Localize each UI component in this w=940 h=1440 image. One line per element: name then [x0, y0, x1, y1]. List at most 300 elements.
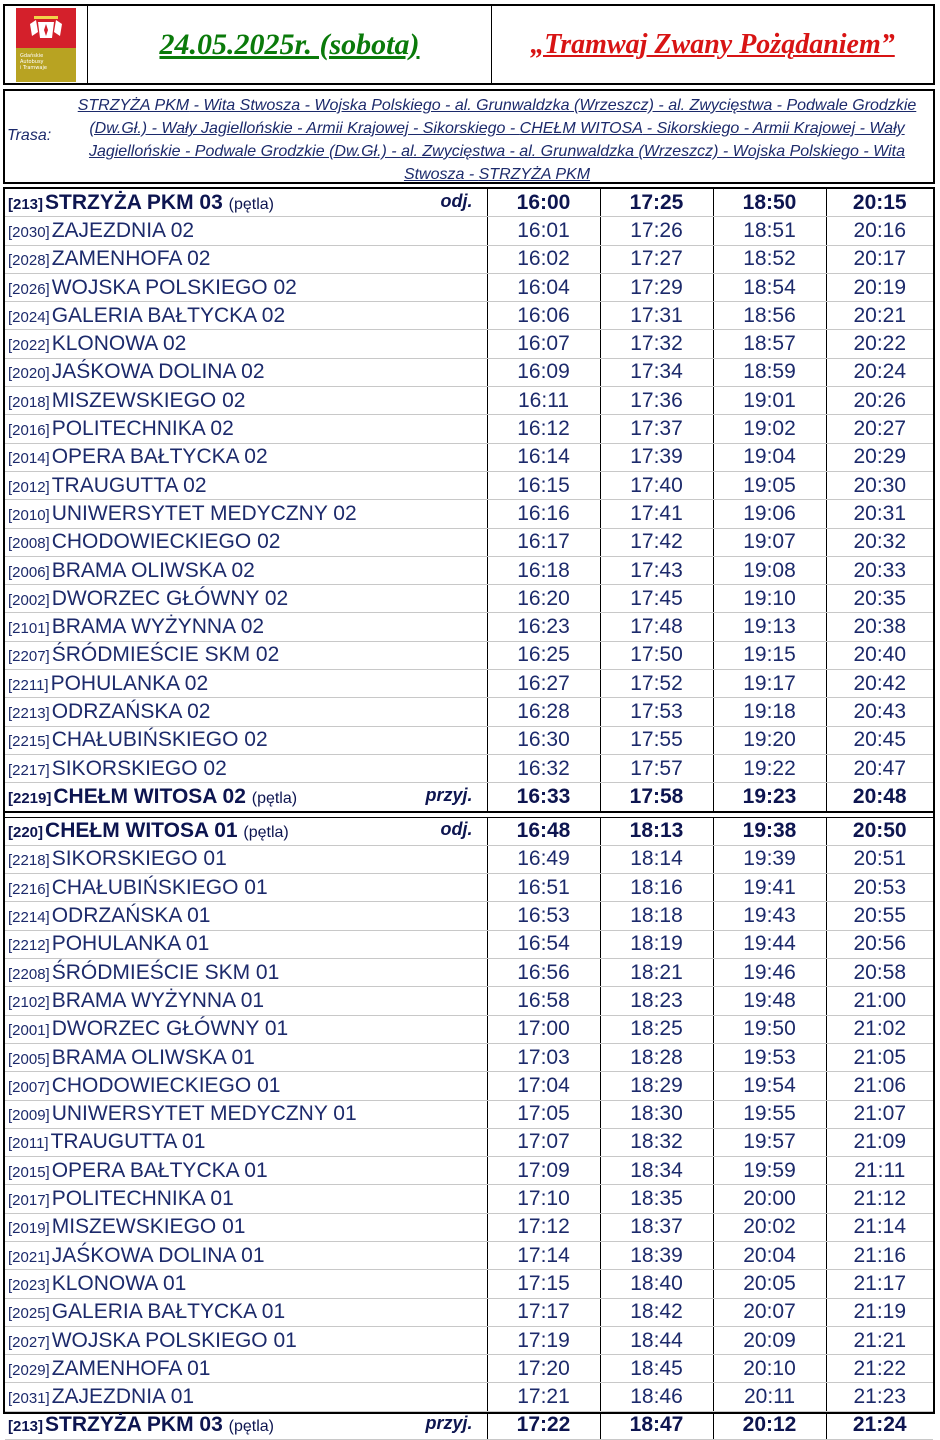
stop-code: [2026] — [8, 280, 50, 298]
departure-time: 20:42 — [826, 670, 933, 698]
departure-time: 20:29 — [826, 443, 933, 471]
direction-label: odj. — [440, 190, 473, 211]
stop-cell — [5, 500, 487, 528]
stop-name: OPERA BAŁTYCKA 01 — [51, 1158, 268, 1182]
stop-cell — [5, 528, 487, 556]
departure-time: 21:22 — [826, 1355, 933, 1383]
stop-cell — [5, 585, 487, 613]
stop-cell — [5, 930, 487, 958]
departure-time: 17:20 — [487, 1355, 600, 1383]
stop-cell — [5, 1128, 487, 1156]
departure-time: 20:09 — [713, 1326, 826, 1354]
departure-time: 19:53 — [713, 1043, 826, 1071]
stop-name: ŚRÓDMIEŚCIE SKM 02 — [51, 643, 280, 667]
stop-name: WOJSKA POLSKIEGO 02 — [51, 275, 297, 299]
terminus-row — [5, 1411, 933, 1439]
departure-time: 21:17 — [826, 1270, 933, 1298]
departure-time: 20:02 — [713, 1213, 826, 1241]
departure-time: 19:43 — [713, 902, 826, 930]
table-row — [5, 528, 933, 556]
departure-time: 18:14 — [600, 845, 713, 873]
stop-name: KLONOWA 02 — [51, 332, 187, 356]
departure-time: 18:19 — [600, 930, 713, 958]
departure-time: 16:20 — [487, 585, 600, 613]
loop-label: (pętla) — [251, 789, 298, 807]
departure-time: 17:27 — [600, 245, 713, 273]
stop-name: CHEŁM WITOSA 01 — [45, 819, 238, 843]
stop-code: [2030] — [8, 223, 50, 241]
stop-code: [2208] — [8, 965, 50, 983]
departure-time: 20:32 — [826, 528, 933, 556]
departure-time: 21:09 — [826, 1128, 933, 1156]
stop-name: ZAJEZDNIA 02 — [51, 218, 195, 242]
stop-name: SIKORSKIEGO 02 — [51, 756, 227, 780]
departure-time: 17:39 — [600, 443, 713, 471]
departure-time: 19:44 — [713, 930, 826, 958]
departure-time: 20:50 — [826, 817, 933, 845]
timetable — [3, 187, 935, 1437]
departure-time: 17:29 — [600, 273, 713, 301]
departure-time: 17:19 — [487, 1326, 600, 1354]
departure-time: 17:14 — [487, 1241, 600, 1269]
departure-time: 20:31 — [826, 500, 933, 528]
stop-cell — [5, 273, 487, 301]
gait-logo — [16, 8, 76, 82]
departure-time: 21:14 — [826, 1213, 933, 1241]
departure-time: 20:33 — [826, 556, 933, 584]
tram-name-cell — [492, 6, 933, 83]
table-row — [5, 1185, 933, 1213]
table-row — [5, 698, 933, 726]
route-label: Trasa: — [7, 127, 52, 144]
departure-time: 20:11 — [713, 1383, 826, 1411]
departure-time: 20:17 — [826, 245, 933, 273]
stop-code: [2214] — [8, 909, 50, 927]
departure-time: 18:18 — [600, 902, 713, 930]
departure-time: 20:22 — [826, 330, 933, 358]
departure-time: 17:45 — [600, 585, 713, 613]
table-row — [5, 1015, 933, 1043]
departure-time: 20:05 — [713, 1270, 826, 1298]
stop-cell — [5, 754, 487, 782]
stop-code: [2027] — [8, 1333, 50, 1351]
departure-time: 18:56 — [713, 302, 826, 330]
departure-time: 18:54 — [713, 273, 826, 301]
table-row — [5, 500, 933, 528]
stop-name: MISZEWSKIEGO 02 — [51, 388, 246, 412]
header-bar — [3, 4, 935, 85]
departure-time: 19:59 — [713, 1157, 826, 1185]
stop-name: BRAMA WYŻYNNA 01 — [51, 988, 265, 1012]
stop-cell — [5, 817, 487, 845]
departure-time: 20:12 — [713, 1411, 826, 1439]
table-row — [5, 273, 933, 301]
stop-name: ODRZAŃSKA 02 — [51, 699, 211, 723]
departure-time: 20:10 — [713, 1355, 826, 1383]
stop-name: WOJSKA POLSKIEGO 01 — [51, 1328, 297, 1352]
departure-time: 20:27 — [826, 415, 933, 443]
departure-time: 16:11 — [487, 387, 600, 415]
direction-label: odj. — [440, 819, 473, 840]
departure-time: 18:35 — [600, 1185, 713, 1213]
departure-time: 19:01 — [713, 387, 826, 415]
stop-name: POHULANKA 01 — [51, 932, 210, 956]
departure-time: 21:00 — [826, 987, 933, 1015]
loop-label: (pętla) — [228, 1418, 274, 1436]
departure-time: 18:30 — [600, 1100, 713, 1128]
stop-name: MISZEWSKIEGO 01 — [51, 1215, 246, 1239]
departure-time: 21:19 — [826, 1298, 933, 1326]
departure-time: 16:56 — [487, 959, 600, 987]
departure-time: 17:50 — [600, 641, 713, 669]
departure-time: 18:34 — [600, 1157, 713, 1185]
stop-name: GALERIA BAŁTYCKA 02 — [51, 303, 286, 327]
stop-name: JAŚKOWA DOLINA 01 — [51, 1243, 265, 1267]
departure-time: 17:53 — [600, 698, 713, 726]
table-row — [5, 670, 933, 698]
departure-time: 19:07 — [713, 528, 826, 556]
stop-code: [2019] — [8, 1220, 50, 1238]
stop-name: ZAJEZDNIA 01 — [51, 1385, 195, 1409]
stop-code: [2011] — [8, 1135, 49, 1153]
stop-cell — [5, 726, 487, 754]
stop-code: [2207] — [8, 648, 50, 666]
departure-time: 19:18 — [713, 698, 826, 726]
departure-time: 17:57 — [600, 754, 713, 782]
table-row — [5, 613, 933, 641]
stop-cell — [5, 1383, 487, 1411]
stop-code: [2010] — [8, 506, 50, 524]
route-panel — [3, 89, 935, 184]
route-streets: - Sikorskiego - Armii Krajowej - Wały Jagiellońskie - Podwale Grodzkie (Dw.Gł.) - al. Zwycięstwa - al. Grunwaldzka (Wrzeszcz) - Wojska Polskiego - Wita Stwosza - — [88, 120, 906, 183]
table-row — [5, 1326, 933, 1354]
departure-time: 18:13 — [600, 817, 713, 845]
table-row — [5, 387, 933, 415]
departure-time: 19:06 — [713, 500, 826, 528]
departure-time: 18:16 — [600, 874, 713, 902]
stop-cell — [5, 1355, 487, 1383]
stop-code: [213] — [8, 1418, 44, 1436]
departure-time: 16:51 — [487, 874, 600, 902]
stop-code: [2025] — [8, 1305, 50, 1323]
departure-time: 17:48 — [600, 613, 713, 641]
departure-time: 17:31 — [600, 302, 713, 330]
service-date: 24.05.2025r. (sobota) — [159, 27, 420, 61]
stop-code: [220] — [8, 824, 44, 842]
departure-time: 18:46 — [600, 1383, 713, 1411]
stop-cell — [5, 783, 487, 812]
departure-time: 20:58 — [826, 959, 933, 987]
departure-time: 20:15 — [826, 189, 933, 217]
departure-time: 18:42 — [600, 1298, 713, 1326]
departure-time: 16:48 — [487, 817, 600, 845]
stop-name: BRAMA WYŻYNNA 02 — [51, 615, 265, 639]
table-row — [5, 874, 933, 902]
direction-label: przyj. — [425, 1413, 473, 1434]
departure-time: 16:04 — [487, 273, 600, 301]
stop-code: [2017] — [8, 1192, 50, 1210]
stop-cell — [5, 245, 487, 273]
stop-cell — [5, 1270, 487, 1298]
departure-time: 17:52 — [600, 670, 713, 698]
stop-code: [2023] — [8, 1276, 50, 1294]
departure-time: 20:51 — [826, 845, 933, 873]
stop-cell — [5, 1411, 487, 1439]
terminus-row — [5, 817, 933, 845]
stop-cell — [5, 471, 487, 499]
stop-cell — [5, 1157, 487, 1185]
stop-name: CHODOWIECKIEGO 02 — [51, 530, 281, 554]
table-row — [5, 358, 933, 386]
departure-time: 20:21 — [826, 302, 933, 330]
departure-time: 21:12 — [826, 1185, 933, 1213]
departure-time: 18:52 — [713, 245, 826, 273]
departure-time: 18:32 — [600, 1128, 713, 1156]
table-row — [5, 959, 933, 987]
date-cell — [88, 6, 492, 83]
table-row — [5, 245, 933, 273]
stop-name: SIKORSKIEGO 01 — [51, 847, 227, 871]
table-row — [5, 330, 933, 358]
departure-time: 16:15 — [487, 471, 600, 499]
departure-time: 17:15 — [487, 1270, 600, 1298]
departure-time: 18:37 — [600, 1213, 713, 1241]
departure-time: 20:16 — [826, 217, 933, 245]
table-row — [5, 1383, 933, 1411]
stop-cell — [5, 670, 487, 698]
stop-cell — [5, 358, 487, 386]
departure-time: 18:21 — [600, 959, 713, 987]
stop-cell — [5, 1326, 487, 1354]
stop-cell — [5, 613, 487, 641]
stop-cell — [5, 302, 487, 330]
stop-name: ŚRÓDMIEŚCIE SKM 01 — [51, 960, 280, 984]
terminus-row — [5, 189, 933, 217]
departure-time: 19:13 — [713, 613, 826, 641]
stop-name: POHULANKA 02 — [50, 671, 209, 695]
stop-code: [2101] — [8, 620, 50, 638]
departure-time: 17:40 — [600, 471, 713, 499]
stop-cell — [5, 845, 487, 873]
departure-time: 16:58 — [487, 987, 600, 1015]
stop-name: CHEŁM WITOSA 02 — [53, 784, 246, 808]
stop-name: STRZYŻA PKM 03 — [45, 1413, 223, 1437]
departure-time: 16:49 — [487, 845, 600, 873]
departure-time: 19:54 — [713, 1072, 826, 1100]
departure-time: 21:21 — [826, 1326, 933, 1354]
departure-time: 21:07 — [826, 1100, 933, 1128]
stop-name: TRAUGUTTA 01 — [50, 1130, 206, 1154]
departure-time: 17:09 — [487, 1157, 600, 1185]
table-row — [5, 1043, 933, 1071]
departure-time: 16:30 — [487, 726, 600, 754]
departure-time: 19:17 — [713, 670, 826, 698]
departure-time: 21:11 — [826, 1157, 933, 1185]
stop-name: KLONOWA 01 — [51, 1271, 187, 1295]
departure-time: 19:41 — [713, 874, 826, 902]
departure-time: 21:06 — [826, 1072, 933, 1100]
departure-time: 20:45 — [826, 726, 933, 754]
departure-time: 20:53 — [826, 874, 933, 902]
departure-time: 17:32 — [600, 330, 713, 358]
stop-name: JAŚKOWA DOLINA 02 — [51, 360, 265, 384]
table-row — [5, 1100, 933, 1128]
stop-cell — [5, 1298, 487, 1326]
departure-time: 18:39 — [600, 1241, 713, 1269]
departure-time: 19:02 — [713, 415, 826, 443]
stop-code: [2012] — [8, 478, 50, 496]
departure-time: 17:10 — [487, 1185, 600, 1213]
departure-time: 16:32 — [487, 754, 600, 782]
stop-code: [2007] — [8, 1078, 50, 1096]
departure-time: 19:50 — [713, 1015, 826, 1043]
departure-time: 21:23 — [826, 1383, 933, 1411]
stop-code: [2001] — [8, 1022, 50, 1040]
stop-code: [2211] — [8, 676, 49, 694]
departure-time: 17:04 — [487, 1072, 600, 1100]
departure-time: 20:47 — [826, 754, 933, 782]
table-row — [5, 556, 933, 584]
stop-code: [2215] — [8, 733, 50, 751]
departure-time: 16:06 — [487, 302, 600, 330]
departure-time: 18:47 — [600, 1411, 713, 1439]
stop-cell — [5, 987, 487, 1015]
route-terminus: CHEŁM WITOSA — [519, 120, 643, 137]
stop-cell — [5, 641, 487, 669]
departure-time: 19:38 — [713, 817, 826, 845]
departure-time: 16:25 — [487, 641, 600, 669]
departure-time: 16:27 — [487, 670, 600, 698]
table-row — [5, 1241, 933, 1269]
table-row — [5, 1157, 933, 1185]
departure-time: 20:26 — [826, 387, 933, 415]
departure-time: 18:44 — [600, 1326, 713, 1354]
stop-cell — [5, 1213, 487, 1241]
departure-time: 20:24 — [826, 358, 933, 386]
departure-time: 16:18 — [487, 556, 600, 584]
stop-code: [2212] — [8, 937, 50, 955]
departure-time: 20:19 — [826, 273, 933, 301]
departure-time: 20:55 — [826, 902, 933, 930]
departure-time: 20:56 — [826, 930, 933, 958]
departure-time: 16:54 — [487, 930, 600, 958]
stop-code: [2031] — [8, 1390, 50, 1408]
stop-cell — [5, 1241, 487, 1269]
stop-cell — [5, 1072, 487, 1100]
departure-time: 21:02 — [826, 1015, 933, 1043]
stop-name: DWORZEC GŁÓWNY 02 — [51, 586, 289, 610]
stop-name: OPERA BAŁTYCKA 02 — [51, 445, 268, 469]
departure-time: 18:50 — [713, 189, 826, 217]
departure-time: 20:40 — [826, 641, 933, 669]
departure-time: 18:29 — [600, 1072, 713, 1100]
departure-time: 18:25 — [600, 1015, 713, 1043]
stop-name: STRZYŻA PKM 03 — [45, 190, 223, 214]
departure-time: 16:12 — [487, 415, 600, 443]
departure-time: 16:33 — [487, 783, 600, 812]
table-row — [5, 1072, 933, 1100]
stop-name: UNIWERSYTET MEDYCZNY 01 — [51, 1102, 357, 1126]
departure-time: 20:43 — [826, 698, 933, 726]
departure-time: 16:53 — [487, 902, 600, 930]
table-row — [5, 754, 933, 782]
departure-time: 17:36 — [600, 387, 713, 415]
stop-cell — [5, 189, 487, 217]
stop-code: [2218] — [8, 852, 50, 870]
loop-label: (pętla) — [243, 824, 289, 842]
departure-time: 19:10 — [713, 585, 826, 613]
departure-time: 17:12 — [487, 1213, 600, 1241]
table-row — [5, 1270, 933, 1298]
departure-time: 19:55 — [713, 1100, 826, 1128]
stop-code: [2002] — [8, 591, 50, 609]
stop-code: [2008] — [8, 535, 50, 553]
departure-time: 16:28 — [487, 698, 600, 726]
stop-name: CHAŁUBIŃSKIEGO 01 — [51, 875, 268, 899]
departure-time: 16:23 — [487, 613, 600, 641]
route-description — [61, 94, 933, 186]
terminus-row — [5, 783, 933, 812]
gdansk-crest-icon — [16, 8, 76, 48]
departure-time: 17:05 — [487, 1100, 600, 1128]
departure-time: 17:22 — [487, 1411, 600, 1439]
table-row — [5, 902, 933, 930]
stop-code: [2014] — [8, 450, 50, 468]
departure-time: 21:16 — [826, 1241, 933, 1269]
stop-name: ZAMENHOFA 02 — [51, 247, 211, 271]
departure-time: 20:07 — [713, 1298, 826, 1326]
stop-name: DWORZEC GŁÓWNY 01 — [51, 1017, 289, 1041]
departure-time: 18:57 — [713, 330, 826, 358]
direction-label: przyj. — [425, 784, 473, 805]
route-terminus: STRZYŻA PKM — [77, 97, 190, 114]
departure-time: 16:00 — [487, 189, 600, 217]
stop-cell — [5, 698, 487, 726]
departure-time: 20:04 — [713, 1241, 826, 1269]
departure-time: 19:08 — [713, 556, 826, 584]
departure-time: 20:48 — [826, 783, 933, 812]
stop-code: [2018] — [8, 393, 50, 411]
departure-time: 18:59 — [713, 358, 826, 386]
table-row — [5, 930, 933, 958]
logo-text: Gdańskie Autobusy i Tramwaje — [20, 52, 47, 71]
stop-cell — [5, 415, 487, 443]
departure-time: 19:15 — [713, 641, 826, 669]
stop-code: [2022] — [8, 337, 50, 355]
stop-cell — [5, 902, 487, 930]
table-row — [5, 471, 933, 499]
stop-code: [2102] — [8, 993, 50, 1011]
table-row — [5, 302, 933, 330]
departure-time: 19:39 — [713, 845, 826, 873]
route-terminus: STRZYŻA PKM — [478, 166, 591, 183]
departure-time: 17:55 — [600, 726, 713, 754]
departure-time: 19:22 — [713, 754, 826, 782]
departure-time: 16:16 — [487, 500, 600, 528]
departure-time: 19:23 — [713, 783, 826, 812]
stop-cell — [5, 1185, 487, 1213]
departure-time: 18:28 — [600, 1043, 713, 1071]
departure-time: 16:17 — [487, 528, 600, 556]
stop-code: [2216] — [8, 880, 50, 898]
table-row — [5, 726, 933, 754]
departure-time: 17:58 — [600, 783, 713, 812]
departure-time: 17:41 — [600, 500, 713, 528]
stop-code: [2219] — [8, 789, 52, 807]
departure-time: 17:37 — [600, 415, 713, 443]
stop-code: [2006] — [8, 563, 50, 581]
table-row — [5, 1298, 933, 1326]
